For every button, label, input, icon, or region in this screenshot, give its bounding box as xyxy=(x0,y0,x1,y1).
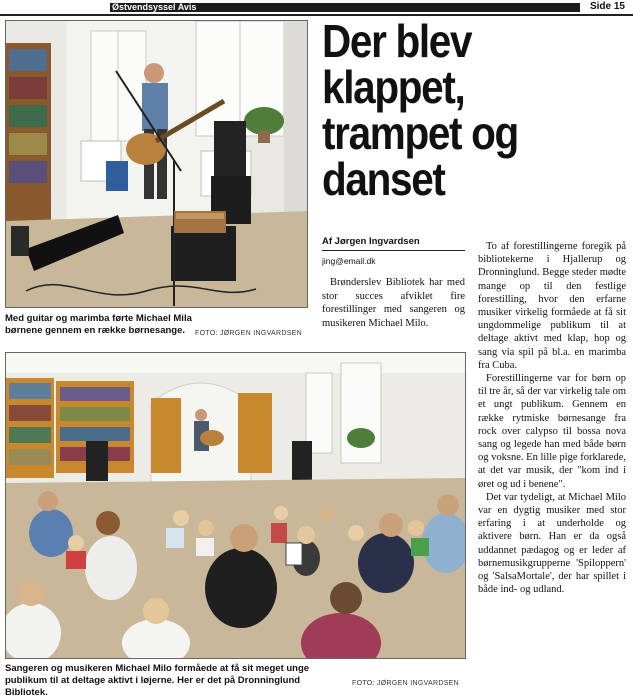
body-paragraph-3: Det var tydeligt, at Michael Milo var en dygtig musiker med stor erfaring i at underholde og aktivere børn. Han er da også uddannet pædagog og er leder af børnemusikgrupperne 'Spiloppern' og 'SalsaMortale', der har spillet i både ind- og udland. xyxy=(478,491,626,596)
headline xyxy=(322,15,590,205)
bottom-photo-caption: Sangeren og musikeren Michael Milo formåede at få sit meget unge publikum til at deltage aktivt i løjerne. Her er det på Dronninglund Bibliotek. xyxy=(5,663,310,698)
author-email: jing@email.dk xyxy=(322,256,376,266)
page-number: Side 15 xyxy=(589,1,625,12)
bottom-photo-credit: FOTO: JØRGEN INGVARDSEN xyxy=(352,680,459,687)
top-photo-caption: Med guitar og marimba førte Michael Mila børnene gennem en række børnesange. xyxy=(5,313,192,336)
top-photo xyxy=(5,20,308,308)
body-paragraph-1: To af forestillingerne foregik på bibliotekerne i Hjallerup og Dronninglund. Begge steder mødte mange op til den festlige forestilling, hvor den erfarne musiker virkelig formåede at få sit ungdommelige publikum til at deltage aktivt med klap, hop og sang via spil på bl.a. en marimba fra Cuba. xyxy=(478,241,626,371)
article-lead xyxy=(322,276,465,330)
byline: Af Jørgen Ingvardsen xyxy=(322,236,465,251)
masthead xyxy=(0,0,633,16)
newspaper-name: Østvendsyssel Avis xyxy=(112,2,197,12)
body-paragraph-2: Forestillingerne var for børn op til tre år, så der var virkelig tale om et ungt publikum. Gennem en række rytmiske børnesange fra rock over calypso til bossa nova sang og legede han med både børn og voksne. En lille pige forklarede, at det var musik, der "kom ind i øret og ud i benene". xyxy=(478,373,626,490)
article-body xyxy=(478,240,626,596)
headline-line-1: Der blev xyxy=(322,15,472,67)
headline-line-2: klappet, xyxy=(322,61,465,113)
lead-paragraph: Brønderslev Bibliotek har med stor succes afviklet fire forestillinger med sangeren og musikeren Michael Milo. xyxy=(322,277,465,329)
bottom-photo xyxy=(5,352,466,659)
top-photo-credit: FOTO: JØRGEN INGVARDSEN xyxy=(195,330,302,337)
headline-line-3: trampet og xyxy=(322,107,518,159)
headline-line-4: danset xyxy=(322,153,445,205)
